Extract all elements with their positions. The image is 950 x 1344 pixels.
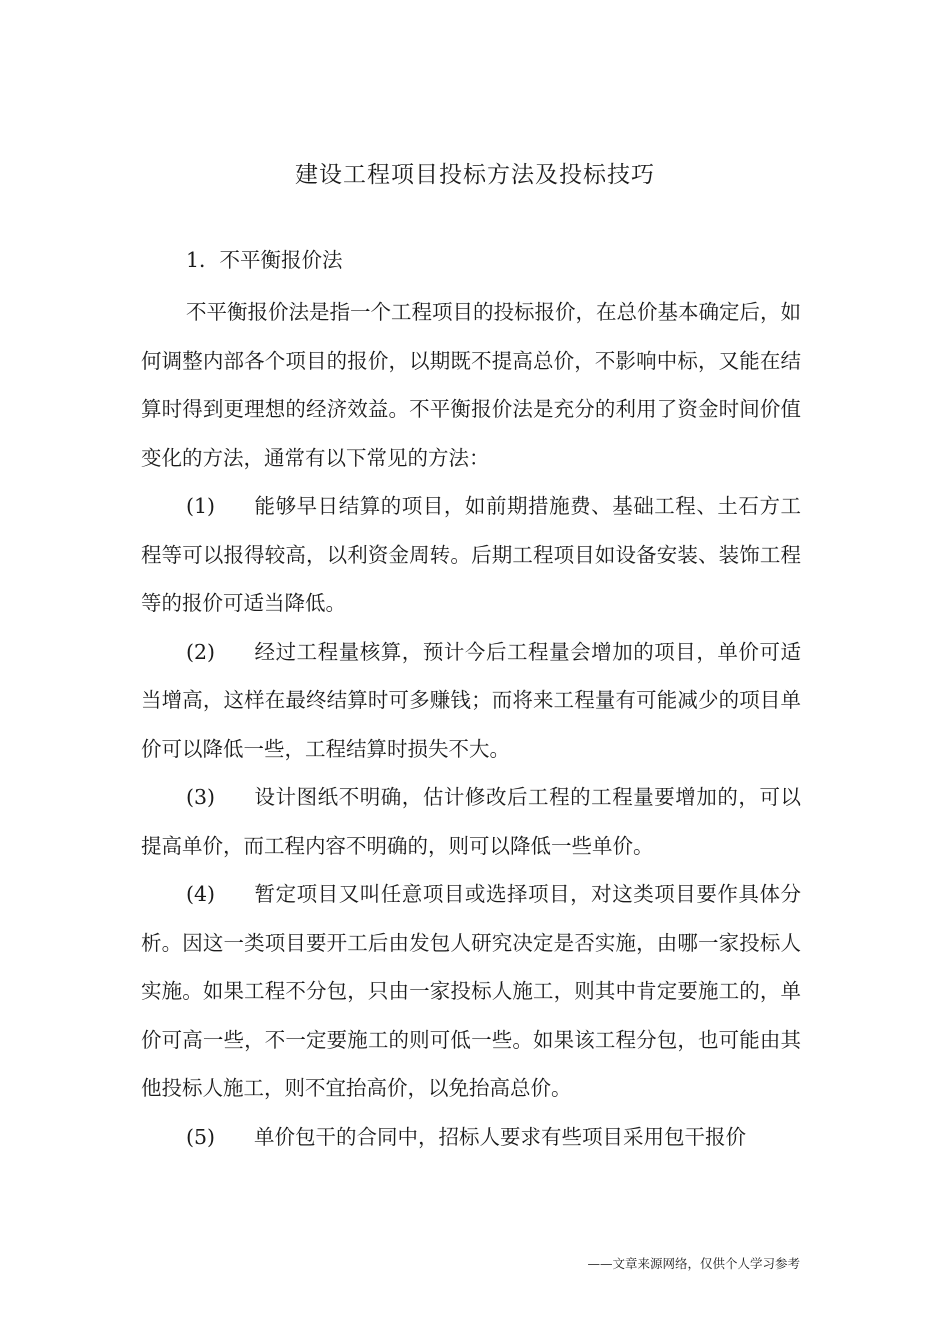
section-heading: 1．不平衡报价法	[186, 248, 343, 272]
item-number: (4)	[186, 882, 216, 906]
item-number: (5)	[186, 1124, 216, 1149]
list-item	[141, 870, 801, 1113]
document-body	[141, 240, 801, 1161]
item-number: (1)	[186, 494, 216, 518]
item-text: 能够早日结算的项目，如前期措施费、基础工程、土石方工程等可以报得较高，以利资金周转。后期工程项目如设备安装、装饰工程等的报价可适当降低。	[141, 494, 801, 615]
item-text: 单价包干的合同中，招标人要求有些项目采用包干报价	[254, 1124, 746, 1149]
list-item	[141, 628, 801, 774]
document-title: 建设工程项目投标方法及投标技巧	[295, 162, 655, 188]
footer-note: ——文章来源网络，仅供个人学习参考	[587, 1256, 800, 1271]
intro-paragraph: 不平衡报价法是指一个工程项目的投标报价，在总价基本确定后，如何调整内部各个项目的报价，以期既不提高总价，不影响中标，又能在结算时得到更理想的经济效益。不平衡报价法是充分的利用了资金时间价值变化的方法，通常有以下常见的方法：	[141, 300, 801, 470]
item-number: (3)	[186, 785, 216, 809]
item-text: 经过工程量核算，预计今后工程量会增加的项目，单价可适当增高，这样在最终结算时可多赚钱；而将来工程量有可能减少的项目单价可以降低一些，工程结算时损失不大。	[141, 639, 801, 761]
list-item	[141, 1113, 801, 1162]
item-text: 设计图纸不明确，估计修改后工程的工程量要增加的，可以提高单价，而工程内容不明确的，则可以降低一些单价。	[141, 785, 801, 858]
list-item	[141, 773, 801, 870]
item-number: (2)	[186, 639, 216, 664]
item-text: 暂定项目又叫任意项目或选择项目，对这类项目要作具体分析。因这一类项目要开工后由发包人研究决定是否实施，由哪一家投标人实施。如果工程不分包，只由一家投标人施工，则其中肯定要施工的，单价可高一些，不一定要施工的则可低一些。如果该工程分包，也可能由其他投标人施工，则不宜抬高价，以免抬高总价。	[141, 882, 801, 1100]
list-item	[141, 482, 801, 628]
